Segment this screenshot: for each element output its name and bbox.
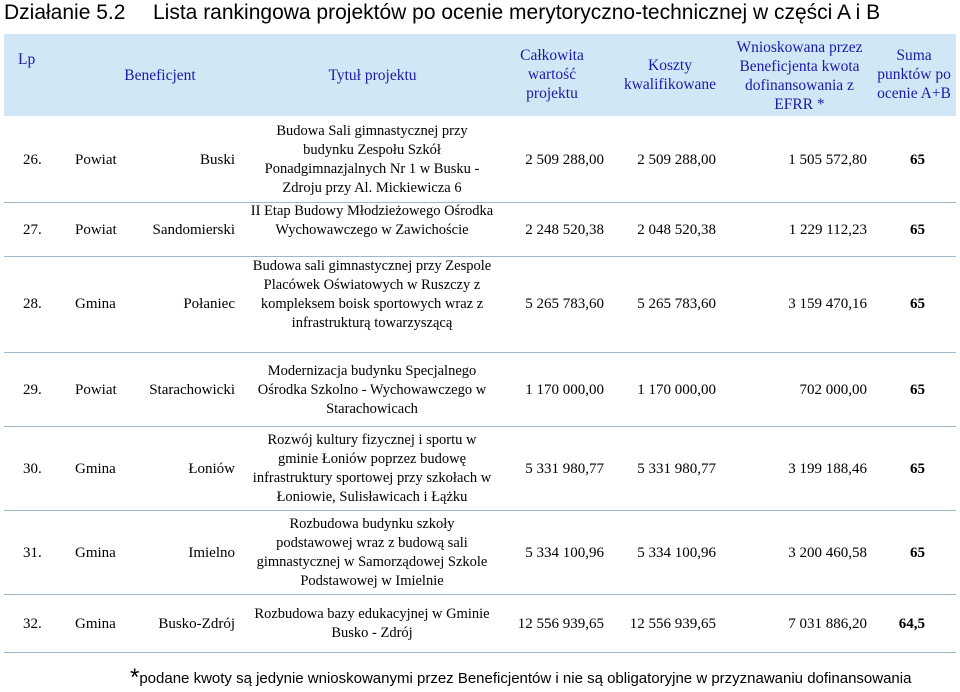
row-lp: 28.	[23, 296, 42, 312]
row-points: 65	[910, 152, 925, 168]
row-requested-amount: 702 000,00	[799, 382, 867, 398]
row-divider	[4, 510, 956, 511]
row-beneficiary-name: Sandomierski	[152, 222, 235, 238]
row-beneficiary-name: Łoniów	[188, 461, 235, 477]
measure-label: Działanie 5.2	[4, 1, 126, 24]
page-heading	[4, 0, 956, 30]
row-beneficiary-name: Buski	[199, 152, 235, 168]
footnote	[130, 664, 911, 692]
row-beneficiary-type: Gmina	[75, 461, 116, 477]
row-total-value: 2 509 288,00	[525, 152, 604, 168]
row-total-value: 2 248 520,38	[525, 222, 604, 238]
row-beneficiary-type: Powiat	[75, 222, 117, 238]
row-beneficiary-name: Połaniec	[183, 296, 235, 312]
row-lp: 27.	[23, 222, 42, 238]
row-total-value: 5 334 100,96	[525, 545, 604, 561]
heading-text: Lista rankingowa projektów po ocenie merytoryczno-technicznej w części A i B	[153, 1, 881, 24]
row-requested-amount: 7 031 886,20	[788, 616, 867, 632]
row-beneficiary-type: Gmina	[75, 616, 116, 632]
row-project-title: Rozwój kultury fizycznej i sportu w gminie Łoniów poprzez budowę infrastruktury sportowej przy szkołach w Łoniowie, Sulisławicach i Łążku	[252, 432, 492, 505]
row-project-title: Rozbudowa budynku szkoły podstawowej wraz z budową sali gimnastycznej w Samorządowej Szkole Podstawowej w Imielnie	[256, 516, 488, 589]
row-eligible-costs: 5 331 980,77	[637, 461, 716, 477]
row-divider	[4, 652, 956, 653]
row-lp: 32.	[23, 616, 42, 632]
row-total-value: 12 556 939,65	[517, 616, 604, 632]
header-tytul: Tytuł projektu	[328, 67, 417, 84]
row-eligible-costs: 5 334 100,96	[637, 545, 716, 561]
row-project-title: Budowa sali gimnastycznej przy Zespole Placówek Oświatowych w Ruszczy z kompleksem boisk sportowych wraz z infrastrukturą towarzyszącą	[252, 257, 492, 331]
row-divider	[4, 594, 956, 595]
footnote-star: *	[130, 664, 140, 691]
row-beneficiary-type: Powiat	[75, 152, 117, 168]
header-lp: Lp	[18, 51, 36, 68]
row-requested-amount: 3 200 460,58	[788, 545, 867, 561]
row-points: 64,5	[898, 616, 925, 632]
row-points: 65	[910, 461, 925, 477]
row-lp: 26.	[23, 152, 42, 168]
row-divider	[4, 352, 956, 353]
row-project-title: II Etap Budowy Młodzieżowego Ośrodka Wychowawczego w Zawichoście	[250, 202, 494, 238]
header-beneficjent: Beneficjent	[124, 67, 196, 84]
header-calkowita: Całkowita wartość projektu	[520, 47, 584, 102]
row-lp: 30.	[23, 461, 42, 477]
row-eligible-costs: 2 048 520,38	[637, 222, 716, 238]
row-requested-amount: 1 229 112,23	[788, 222, 867, 238]
row-beneficiary-type: Gmina	[75, 296, 116, 312]
row-beneficiary-type: Gmina	[75, 545, 116, 561]
row-points: 65	[910, 296, 925, 312]
row-eligible-costs: 5 265 783,60	[637, 296, 716, 312]
row-eligible-costs: 1 170 000,00	[637, 382, 716, 398]
row-project-title: Modernizacja budynku Specjalnego Ośrodka Szkolno - Wychowawczego w Starachowicach	[257, 362, 487, 417]
row-requested-amount: 1 505 572,80	[788, 152, 867, 168]
header-koszty: Koszty kwalifikowane	[623, 57, 717, 93]
row-divider	[4, 426, 956, 427]
row-total-value: 5 331 980,77	[525, 461, 604, 477]
row-project-title: Rozbudowa bazy edukacyjnej w Gminie Busko - Zdrój	[254, 606, 490, 641]
row-requested-amount: 3 199 188,46	[788, 461, 867, 477]
row-eligible-costs: 2 509 288,00	[637, 152, 716, 168]
row-beneficiary-name: Busko-Zdrój	[158, 616, 235, 632]
row-beneficiary-type: Powiat	[75, 382, 117, 398]
header-wnioskowana: Wnioskowana przez Beneficjenta kwota dofinansowania z EFRR *	[736, 39, 863, 113]
row-beneficiary-name: Starachowicki	[149, 382, 235, 398]
row-total-value: 1 170 000,00	[525, 382, 604, 398]
row-points: 65	[910, 382, 925, 398]
footnote-text: podane kwoty są jedynie wnioskowanymi przez Beneficjentów i nie są obligatoryjne w przyznawaniu dofinansowania	[139, 670, 912, 687]
row-lp: 31.	[23, 545, 42, 561]
row-eligible-costs: 12 556 939,65	[629, 616, 716, 632]
header-suma: Suma punktów po ocenie A+B	[877, 47, 951, 102]
row-points: 65	[910, 222, 925, 238]
row-project-title: Budowa Sali gimnastycznej przy budynku Zespołu Szkół Ponadgimnazjalnych Nr 1 w Busku - Zdroju przy Al. Mickiewicza 6	[264, 123, 480, 196]
row-requested-amount: 3 159 470,16	[788, 296, 867, 312]
row-lp: 29.	[23, 382, 42, 398]
row-total-value: 5 265 783,60	[525, 296, 604, 312]
row-points: 65	[910, 545, 925, 561]
row-beneficiary-name: Imielno	[188, 545, 235, 561]
